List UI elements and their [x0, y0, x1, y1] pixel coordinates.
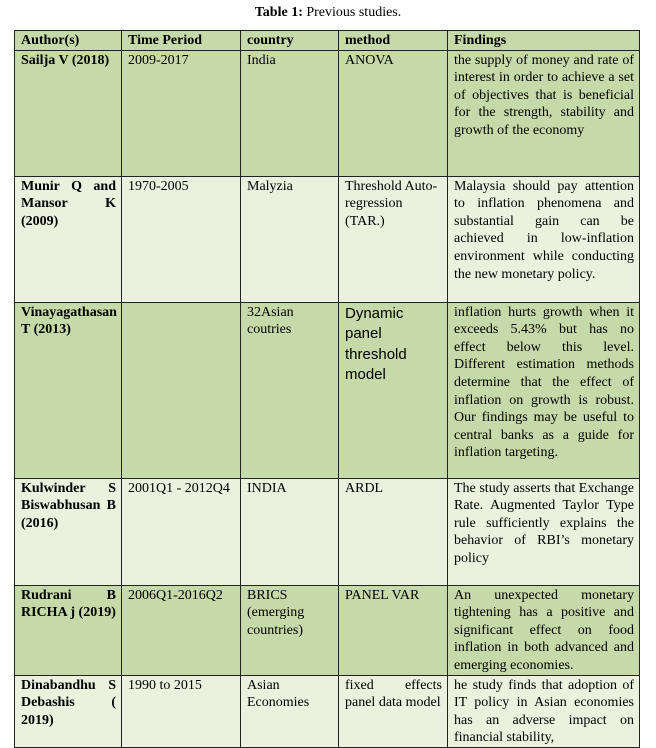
- cell-country: India: [241, 50, 339, 176]
- caption-text: Previous studies.: [302, 5, 402, 20]
- cell-country: Asian Economies: [241, 675, 339, 747]
- cell-period: 2006Q1-2016Q2: [122, 585, 241, 675]
- header-findings: Findings: [448, 31, 640, 51]
- cell-method: ARDL: [339, 478, 448, 585]
- cell-findings: Malaysia should pay attention to inflation phenomena and substantial gain can be achieved in low-inflation environment while conducting the new monetary policy.: [448, 176, 640, 302]
- cell-country: INDIA: [241, 478, 339, 585]
- cell-method: Threshold Auto-regression (TAR.): [339, 176, 448, 302]
- cell-period: 1970-2005: [122, 176, 241, 302]
- cell-period: 2009-2017: [122, 50, 241, 176]
- table-header-row: [15, 31, 640, 51]
- cell-findings: inflation hurts growth when it exceeds 5.43% but has no effect below this level. Different estimation methods determine that the effect of inflation on growth is robust. Our findings may be useful to central banks as a guide for inflation targeting.: [448, 302, 640, 478]
- header-country: country: [241, 31, 339, 51]
- table-row: [15, 176, 640, 302]
- cell-findings: the supply of money and rate of interest in order to achieve a set of objectives that is beneficial for the strength, stability and growth of the economy: [448, 50, 640, 176]
- table-row: [15, 585, 640, 675]
- cell-period: [122, 302, 241, 478]
- table-row: [15, 302, 640, 478]
- table-row: [15, 478, 640, 585]
- cell-findings: An unexpected monetary tightening has a positive and significant effect on food inflation in both advanced and emerging economies.: [448, 585, 640, 675]
- table-row: [15, 50, 640, 176]
- cell-findings: he study finds that adoption of IT policy in Asian economies has an adverse impact on financial stability,: [448, 675, 640, 747]
- cell-period: 2001Q1 - 2012Q4: [122, 478, 241, 585]
- cell-findings: The study asserts that Exchange Rate. Augmented Taylor Type rule sufficiently explains the behavior of RBI’s monetary policy: [448, 478, 640, 585]
- header-time-period: Time Period: [122, 31, 241, 51]
- cell-author: Dinabandhu S Debashis ( 2019): [15, 675, 122, 747]
- cell-author: Vinayagathasan T (2013): [15, 302, 122, 478]
- cell-method: Dynamic panel threshold model: [339, 302, 448, 478]
- cell-method: ANOVA: [339, 50, 448, 176]
- table-row: [15, 675, 640, 747]
- caption-label: Table 1:: [254, 5, 303, 20]
- table-caption: [0, 4, 656, 22]
- cell-method: PANEL VAR: [339, 585, 448, 675]
- previous-studies-table: [14, 30, 640, 748]
- cell-author: Sailja V (2018): [15, 50, 122, 176]
- header-method: method: [339, 31, 448, 51]
- cell-country: Malyzia: [241, 176, 339, 302]
- cell-country: 32Asian coutries: [241, 302, 339, 478]
- cell-method: fixed effects panel data model: [339, 675, 448, 747]
- cell-country: BRICS (emerging countries): [241, 585, 339, 675]
- cell-author: Rudrani B RICHA j (2019): [15, 585, 122, 675]
- header-authors: Author(s): [15, 31, 122, 51]
- cell-period: 1990 to 2015: [122, 675, 241, 747]
- cell-author: Kulwinder S Biswabhusan B (2016): [15, 478, 122, 585]
- cell-author: Munir Q and Mansor K (2009): [15, 176, 122, 302]
